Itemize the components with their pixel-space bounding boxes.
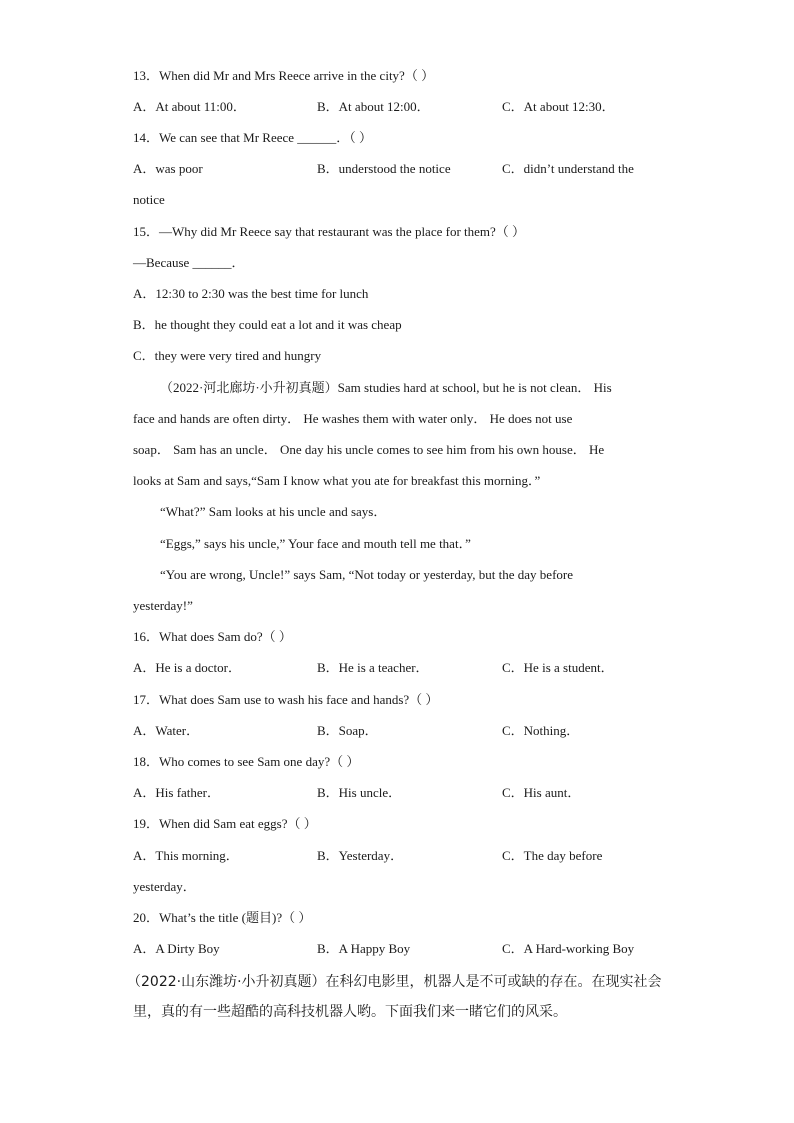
- question-13-option-c: C．At about 12:30．: [502, 99, 615, 114]
- question-19-option-a: A．This morning．: [133, 848, 239, 863]
- question-16-stem: 16．What does Sam do?（ ）: [133, 629, 292, 644]
- question-16-option-c: C．He is a student．: [502, 660, 614, 675]
- question-14-option-a: A．was poor: [133, 161, 203, 176]
- passage-line-2: face and hands are often dirty． He washes them with water only． He does not use: [133, 411, 573, 426]
- next-passage-line-1: （2022·山东潍坊·小升初真题）在科幻电影里，机器人是不可或缺的存在。在现实社会: [127, 974, 662, 990]
- question-17-option-c: C．Nothing．: [502, 723, 580, 738]
- passage-line-8: yesterday!”: [133, 598, 193, 613]
- question-20-option-b: B．A Happy Boy: [317, 941, 411, 956]
- question-18-stem: 18．Who comes to see Sam one day?（ ）: [133, 754, 360, 769]
- question-17-stem: 17．What does Sam use to wash his face and hands?（ ）: [133, 692, 439, 707]
- question-18-option-c: C．His aunt．: [502, 785, 581, 800]
- passage-line-4: looks at Sam and says,“Sam I know what you ate for breakfast this morning．”: [133, 473, 541, 488]
- question-19-option-c-continued: yesterday．: [133, 879, 196, 894]
- passage-line-6: “Eggs,” says his uncle,” Your face and mouth tell me that．”: [160, 536, 471, 551]
- passage-line-7: “You are wrong, Uncle!” says Sam, “Not today or yesterday, but the day before: [160, 567, 573, 582]
- question-15-answer-prompt: —Because ______．: [133, 255, 245, 270]
- question-19-option-b: B．Yesterday．: [317, 848, 404, 863]
- question-13-option-b: B．At about 12:00．: [317, 99, 430, 114]
- passage-line-1: （2022·河北廊坊·小升初真题）Sam studies hard at school, but he is not clean． His: [160, 380, 612, 395]
- question-19-stem: 19．When did Sam eat eggs?（ ）: [133, 816, 317, 831]
- question-14-option-c-continued: notice: [133, 192, 165, 207]
- question-18-option-b: B．His uncle．: [317, 785, 402, 800]
- question-16-option-b: B．He is a teacher．: [317, 660, 429, 675]
- passage-line-5: “What?” Sam looks at his uncle and says．: [160, 504, 387, 519]
- question-20-stem: 20．What’s the title (题目)?（ ）: [133, 910, 312, 925]
- question-15-stem: 15．—Why did Mr Reece say that restaurant was the place for them?（ ）: [133, 224, 526, 239]
- next-passage-line-2: 里，真的有一些超酷的高科技机器人哟。下面我们来一睹它们的风采。: [133, 1004, 567, 1020]
- question-14-stem: 14．We can see that Mr Reece ______．（ ）: [133, 130, 373, 145]
- question-17-option-b: B．Soap．: [317, 723, 378, 738]
- question-16-option-a: A．He is a doctor．: [133, 660, 241, 675]
- question-15-option-c: C．they were very tired and hungry: [133, 348, 322, 363]
- question-17-option-a: A．Water．: [133, 723, 200, 738]
- question-13-option-a: A．At about 11:00．: [133, 99, 246, 114]
- passage-line-3: soap． Sam has an uncle． One day his uncle comes to see him from his own house． He: [133, 442, 605, 457]
- question-15-option-a: A．12:30 to 2:30 was the best time for lunch: [133, 286, 369, 301]
- question-13-stem: 13．When did Mr and Mrs Reece arrive in the city?（ ）: [133, 68, 435, 83]
- question-15-option-b: B．he thought they could eat a lot and it was cheap: [133, 317, 402, 332]
- question-19-option-c: C．The day before: [502, 848, 603, 863]
- question-20-option-a: A．A Dirty Boy: [133, 941, 220, 956]
- question-14-option-b: B．understood the notice: [317, 161, 451, 176]
- question-14-option-c: C．didn’t understand the: [502, 161, 634, 176]
- question-20-option-c: C．A Hard-working Boy: [502, 941, 635, 956]
- question-18-option-a: A．His father．: [133, 785, 221, 800]
